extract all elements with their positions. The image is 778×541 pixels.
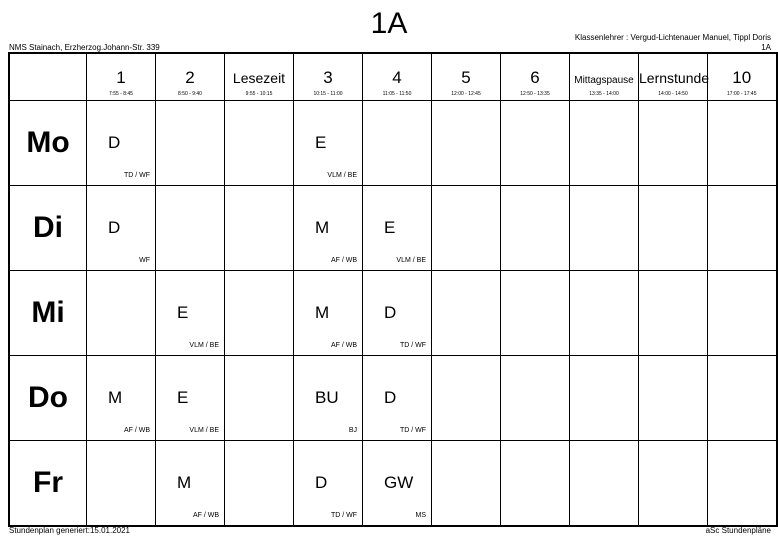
period-header <box>87 53 156 101</box>
period-name: 2 <box>185 68 195 87</box>
lesson-subject: E <box>384 218 396 237</box>
period-name: Lesezeit <box>232 70 286 86</box>
day-label: Di <box>9 186 87 271</box>
lesson-cell <box>87 186 156 271</box>
period-header <box>570 53 639 101</box>
lesson-cell <box>294 356 363 441</box>
period-time: 14:00 - 14:50 <box>658 91 688 97</box>
lesson-subject: E <box>177 388 189 407</box>
lesson-cell <box>87 101 156 186</box>
day-row <box>9 271 777 356</box>
lesson-cell <box>708 186 777 271</box>
generated-date: Stundenplan generiert:15.01.2021 <box>9 526 130 535</box>
lesson-subject: D <box>384 303 397 322</box>
day-label: Mi <box>9 271 87 356</box>
period-time: 9:55 - 10:15 <box>245 91 273 97</box>
period-time: 11:05 - 11:50 <box>382 91 412 97</box>
lesson-cell <box>225 186 294 271</box>
lesson-cell <box>432 271 501 356</box>
lesson-cell <box>708 356 777 441</box>
lesson-cell <box>501 356 570 441</box>
timetable-body <box>9 101 777 527</box>
lesson-teacher: VLM / BE <box>189 342 219 349</box>
period-header <box>501 53 570 101</box>
lesson-cell <box>708 101 777 186</box>
lesson-cell <box>432 441 501 527</box>
lesson-cell <box>294 101 363 186</box>
period-name: 5 <box>461 68 471 87</box>
lesson-cell <box>363 271 432 356</box>
period-name: Mittagspause <box>574 75 634 86</box>
lesson-teacher: AF / WB <box>192 512 219 519</box>
lesson-cell <box>156 101 225 186</box>
period-header <box>363 53 432 101</box>
lesson-cell <box>225 271 294 356</box>
lesson-subject: M <box>177 473 192 492</box>
period-name: Lernstunde <box>639 70 710 86</box>
lesson-subject: GW <box>384 473 414 492</box>
period-name: 6 <box>530 68 540 87</box>
lesson-cell <box>570 441 639 527</box>
lesson-teacher: TD / WF <box>123 172 150 179</box>
lesson-cell <box>639 356 708 441</box>
lesson-teacher: BJ <box>348 427 357 434</box>
lesson-teacher: AF / WB <box>123 427 150 434</box>
period-header <box>294 53 363 101</box>
period-name: 3 <box>323 68 333 87</box>
lesson-teacher: TD / WF <box>399 427 426 434</box>
lesson-subject: D <box>315 473 328 492</box>
day-row <box>9 186 777 271</box>
period-time: 12:00 - 12:45 <box>451 91 481 97</box>
class-code: 1A <box>761 43 771 52</box>
lesson-cell <box>501 441 570 527</box>
lesson-subject: D <box>384 388 397 407</box>
software-credit: aSc Stundenpläne <box>705 526 771 535</box>
period-header <box>708 53 777 101</box>
period-header <box>225 53 294 101</box>
lesson-cell <box>294 186 363 271</box>
lesson-cell <box>708 271 777 356</box>
lesson-subject: E <box>315 133 327 152</box>
page-title: 1A <box>370 7 408 40</box>
period-time: 7:55 - 8:45 <box>109 91 133 97</box>
day-row <box>9 101 777 186</box>
lesson-cell <box>87 441 156 527</box>
lesson-cell <box>225 101 294 186</box>
lesson-cell <box>156 186 225 271</box>
lesson-teacher: VLM / BE <box>327 172 357 179</box>
corner-cell <box>9 53 87 101</box>
lesson-subject: BU <box>315 388 339 407</box>
lesson-cell <box>639 101 708 186</box>
lesson-subject: E <box>177 303 189 322</box>
lesson-cell <box>87 271 156 356</box>
lesson-cell <box>294 441 363 527</box>
day-row <box>9 356 777 441</box>
lesson-cell <box>432 356 501 441</box>
lesson-cell <box>363 101 432 186</box>
lesson-cell <box>363 186 432 271</box>
period-name: 10 <box>732 68 752 87</box>
lesson-subject: M <box>315 303 330 322</box>
lesson-cell <box>501 186 570 271</box>
lesson-cell <box>639 441 708 527</box>
lesson-cell <box>708 441 777 527</box>
lesson-subject: D <box>108 133 121 152</box>
period-header <box>156 53 225 101</box>
timetable-grid <box>8 52 778 527</box>
day-label: Mo <box>9 101 87 186</box>
lesson-cell <box>156 441 225 527</box>
lesson-cell <box>570 271 639 356</box>
lesson-cell <box>363 356 432 441</box>
lesson-cell <box>225 356 294 441</box>
day-row <box>9 441 777 527</box>
lesson-teacher: AF / WB <box>330 342 357 349</box>
lesson-teacher: VLM / BE <box>189 427 219 434</box>
lesson-cell <box>639 271 708 356</box>
lesson-cell <box>570 186 639 271</box>
period-name: 4 <box>392 68 402 87</box>
period-header <box>432 53 501 101</box>
period-time: 13:35 - 14:00 <box>589 91 619 97</box>
lesson-teacher: TD / WF <box>330 512 357 519</box>
class-teacher: Klassenlehrer : Vergud-Lichtenauer Manuel, Tippl Doris <box>574 33 771 42</box>
lesson-cell <box>156 356 225 441</box>
school-name: NMS Stainach, Erzherzog.Johann-Str. 339 <box>9 43 160 52</box>
lesson-cell <box>156 271 225 356</box>
lesson-subject: M <box>108 388 123 407</box>
period-header-row <box>9 53 777 101</box>
period-time: 10:15 - 11:00 <box>313 91 343 97</box>
lesson-cell <box>432 186 501 271</box>
lesson-teacher: AF / WB <box>330 257 357 264</box>
day-label: Do <box>9 356 87 441</box>
period-time: 17:00 - 17:45 <box>727 91 757 97</box>
lesson-cell <box>225 441 294 527</box>
lesson-cell <box>570 101 639 186</box>
lesson-cell <box>363 441 432 527</box>
lesson-cell <box>87 356 156 441</box>
lesson-cell <box>432 101 501 186</box>
day-label: Fr <box>9 441 87 527</box>
lesson-subject: D <box>108 218 121 237</box>
lesson-teacher: TD / WF <box>399 342 426 349</box>
lesson-cell <box>501 271 570 356</box>
lesson-teacher: VLM / BE <box>396 257 426 264</box>
lesson-cell <box>570 356 639 441</box>
lesson-teacher: MS <box>415 512 426 519</box>
period-header <box>639 53 708 101</box>
period-time: 8:50 - 9:40 <box>178 91 202 97</box>
lesson-cell <box>639 186 708 271</box>
period-name: 1 <box>116 68 126 87</box>
lesson-subject: M <box>315 218 330 237</box>
lesson-cell <box>294 271 363 356</box>
lesson-teacher: WF <box>139 257 150 264</box>
lesson-cell <box>501 101 570 186</box>
period-time: 12:50 - 13:35 <box>520 91 550 97</box>
